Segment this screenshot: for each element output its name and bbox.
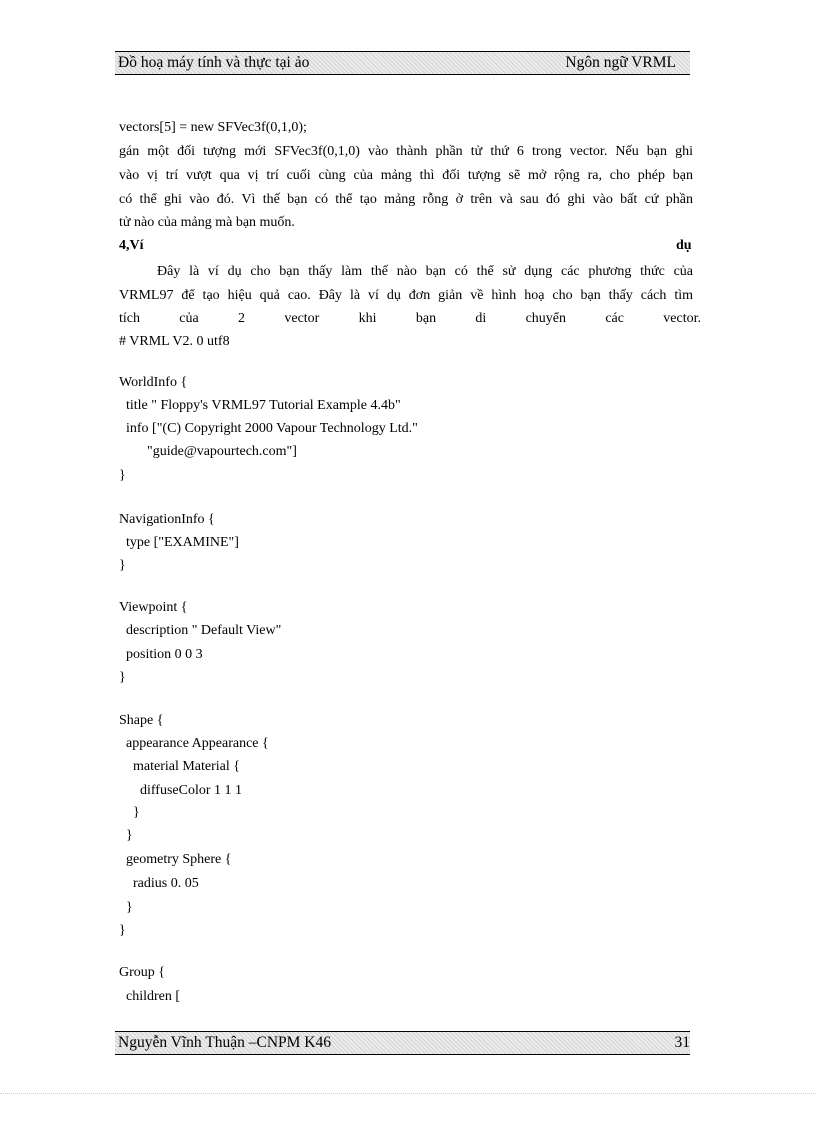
header-title: Đồ hoạ máy tính và thực tại ảo	[118, 54, 310, 71]
code-line: }	[119, 923, 126, 938]
code-line: NavigationInfo {	[119, 512, 215, 527]
code-line: # VRML V2. 0 utf8	[119, 334, 230, 349]
paragraph-line: VRML97 để tạo hiệu quả cao. Đây là ví dụ đơn giản về hình hoạ cho bạn thấy cách tìm	[119, 288, 693, 303]
code-line: position 0 0 3	[119, 647, 203, 662]
code-line: }	[119, 805, 140, 820]
code-line: }	[119, 558, 126, 573]
paragraph-line: vào vị trí vượt qua vị trí cuối cùng của mảng thì đối tượng sẽ mở rộng ra, cho phép bạn	[119, 168, 693, 183]
code-line: diffuseColor 1 1 1	[119, 783, 243, 798]
code-line: Group {	[119, 965, 165, 980]
code-line: material Material {	[119, 759, 241, 774]
code-line-vectors: vectors[5] = new SFVec3f(0,1,0);	[119, 120, 307, 135]
paragraph-line: có thể ghi vào đó. Vì thế bạn có thể tạo mảng rỗng ở trên và sau đó ghi vào bất cứ phần	[119, 192, 693, 207]
section-heading-word: dụ	[676, 238, 692, 253]
code-line: type ["EXAMINE"]	[119, 535, 239, 550]
code-line: title " Floppy's VRML97 Tutorial Example 4.4b"	[119, 398, 401, 413]
paragraph-line: Đây là ví dụ cho bạn thấy làm thế nào bạn có thể sử dụng các phương thức của	[157, 264, 693, 279]
code-line: appearance Appearance {	[119, 736, 269, 751]
code-line: WorldInfo {	[119, 375, 188, 390]
page-number: 31	[674, 1034, 690, 1051]
section-heading-number: 4,Ví	[119, 238, 144, 253]
code-line: children [	[119, 989, 181, 1004]
code-line: radius 0. 05	[119, 876, 199, 891]
code-line: Shape {	[119, 713, 164, 728]
paragraph-line: tử nào của mảng mà bạn muốn.	[119, 215, 295, 230]
header-section: Ngôn ngữ VRML	[565, 54, 676, 71]
code-line: }	[119, 468, 126, 483]
code-line: }	[119, 828, 133, 843]
code-line: geometry Sphere {	[119, 852, 232, 867]
code-line: description " Default View"	[119, 623, 282, 638]
code-line: }	[119, 670, 126, 685]
code-line: info ["(C) Copyright 2000 Vapour Technology Ltd."	[119, 421, 418, 436]
code-line: }	[119, 900, 133, 915]
paragraph-line: tích của 2 vector khi bạn di chuyển các vector.	[119, 311, 701, 326]
page-break-divider	[0, 1093, 816, 1094]
code-line: "guide@vapourtech.com"]	[119, 444, 297, 459]
footer-author: Nguyễn Vĩnh Thuận –CNPM K46	[118, 1034, 331, 1051]
page-footer	[115, 1031, 690, 1055]
paragraph-line: gán một đối tượng mới SFVec3f(0,1,0) vào thành phần tử thứ 6 trong vector. Nếu bạn ghi	[119, 144, 693, 159]
code-line: Viewpoint {	[119, 600, 188, 615]
page-header	[115, 51, 690, 75]
